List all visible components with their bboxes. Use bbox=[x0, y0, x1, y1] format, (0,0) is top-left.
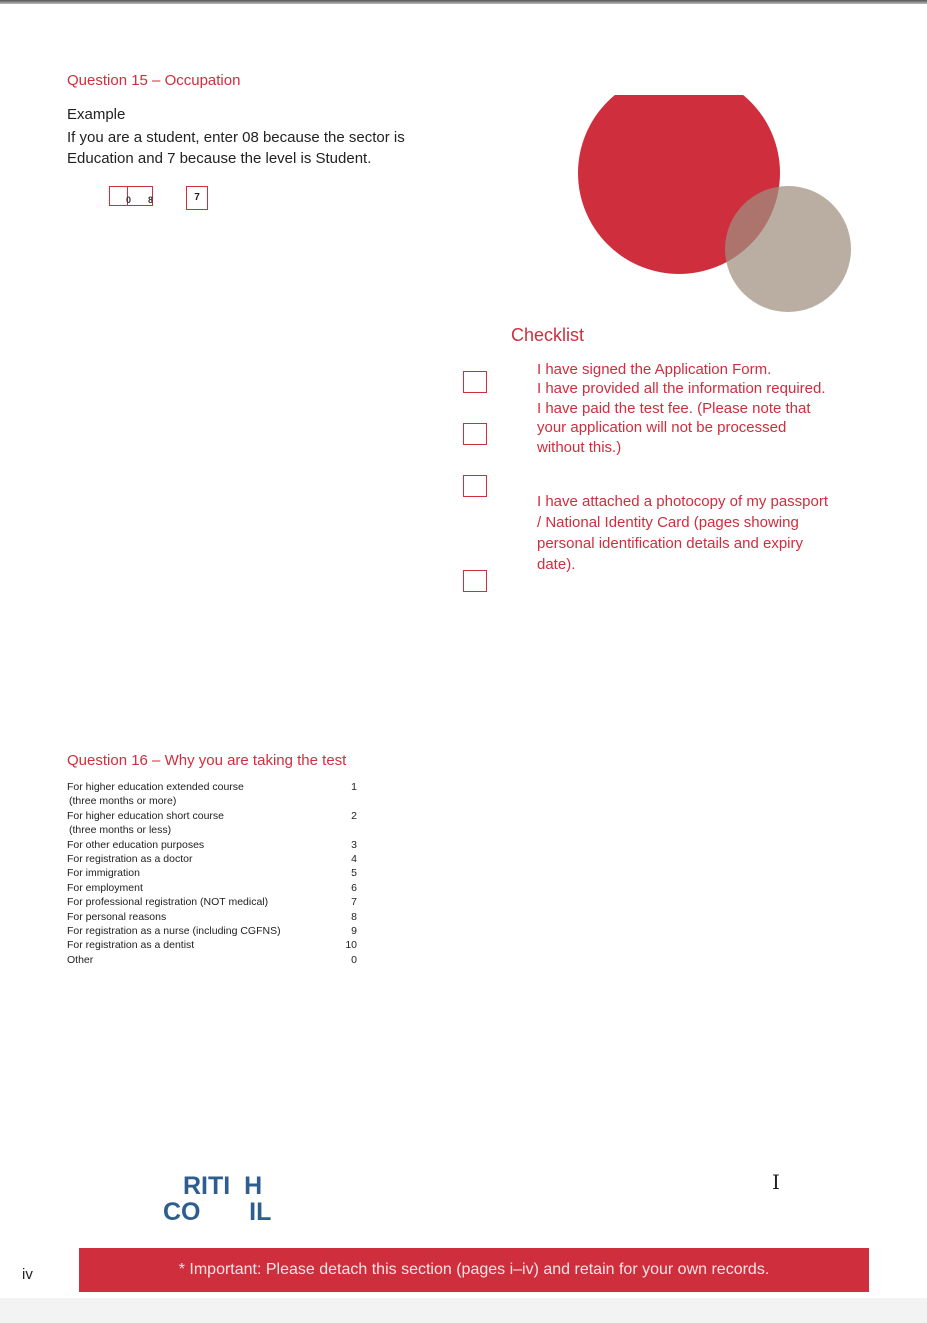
reason-code: 8 bbox=[351, 910, 357, 923]
reason-label: For other education purposes bbox=[67, 838, 205, 851]
example-text: If you are a student, enter 08 because the sector is Education and 7 because the level is Student. bbox=[67, 129, 405, 167]
example-label: Example bbox=[67, 106, 126, 123]
list-item bbox=[67, 780, 357, 794]
reason-code bbox=[337, 823, 357, 837]
checklist-checkbox-4[interactable] bbox=[463, 570, 487, 592]
top-shadow-bar bbox=[0, 0, 927, 4]
reason-label: For higher education extended course bbox=[67, 781, 244, 793]
list-item bbox=[67, 910, 357, 924]
list-item bbox=[67, 938, 357, 952]
reason-label: For employment bbox=[67, 881, 143, 894]
list-item bbox=[67, 809, 357, 823]
checklist-item-passport: I have attached a photocopy of my passport / National Identity Card (pages showing personal identification details and expiry date). bbox=[537, 493, 829, 573]
reason-label: For registration as a nurse (including CGFNS) bbox=[67, 925, 281, 938]
reason-code: 7 bbox=[351, 896, 357, 909]
reasons-list bbox=[67, 780, 357, 967]
question-16-title: Question 16 – Why you are taking the test bbox=[67, 752, 347, 769]
level-code-box: 7 bbox=[186, 186, 208, 210]
reason-code: 4 bbox=[351, 853, 357, 866]
reason-label: (three months or less) bbox=[69, 824, 172, 837]
reason-code: 10 bbox=[345, 939, 357, 952]
question-15-title: Question 15 – Occupation bbox=[67, 72, 241, 89]
list-item bbox=[67, 852, 357, 866]
reason-label: (three months or more) bbox=[69, 795, 177, 808]
list-item bbox=[67, 924, 357, 938]
reason-code: 5 bbox=[351, 867, 357, 880]
checklist-item-information: I have provided all the information required. I have paid the test fee. (Please note that your application will not be processed without this.) bbox=[537, 380, 826, 456]
checklist-checkbox-3[interactable] bbox=[463, 475, 487, 497]
list-item bbox=[67, 953, 357, 967]
reason-label: For registration as a dentist bbox=[67, 939, 195, 952]
page-number: iv bbox=[22, 1266, 33, 1283]
checklist-checkbox-2[interactable] bbox=[463, 423, 487, 445]
reason-label: For higher education short course bbox=[67, 809, 225, 822]
text-cursor-icon: I bbox=[772, 1170, 780, 1194]
important-notice-text: * Important: Please detach this section (pages i–iv) and retain for your own records. bbox=[178, 1261, 770, 1278]
reason-label: Other bbox=[67, 953, 94, 966]
reason-label: For professional registration (NOT medical) bbox=[67, 896, 269, 909]
checklist-item-signed: I have signed the Application Form. bbox=[537, 361, 772, 378]
checklist-title: Checklist bbox=[511, 325, 585, 345]
list-item bbox=[67, 895, 357, 909]
page-bottom-shade bbox=[0, 1298, 927, 1323]
reason-code bbox=[337, 794, 357, 808]
grey-circle-shape bbox=[725, 186, 851, 312]
checklist-checkbox-1[interactable] bbox=[463, 371, 487, 393]
logo-line-2: CO IL bbox=[163, 1198, 272, 1226]
logo-line-1: RITI H bbox=[183, 1172, 263, 1200]
sector-digit-1: 0 bbox=[126, 195, 132, 205]
reason-code: 2 bbox=[351, 809, 357, 822]
list-item bbox=[67, 881, 357, 895]
important-notice-banner bbox=[79, 1248, 869, 1292]
reason-code: 3 bbox=[351, 838, 357, 851]
reason-code: 6 bbox=[351, 881, 357, 894]
list-item bbox=[67, 794, 357, 808]
list-item bbox=[67, 838, 357, 852]
reason-label: For personal reasons bbox=[67, 910, 167, 923]
reason-label: For immigration bbox=[67, 867, 140, 880]
list-item bbox=[67, 866, 357, 880]
decorative-circles-graphic bbox=[570, 95, 860, 320]
reason-code: 9 bbox=[351, 925, 357, 938]
reason-label: For registration as a doctor bbox=[67, 853, 193, 866]
reason-code: 0 bbox=[351, 953, 357, 966]
sector-digit-2: 8 bbox=[148, 195, 154, 205]
list-item bbox=[67, 823, 357, 837]
reason-code: 1 bbox=[351, 781, 357, 793]
